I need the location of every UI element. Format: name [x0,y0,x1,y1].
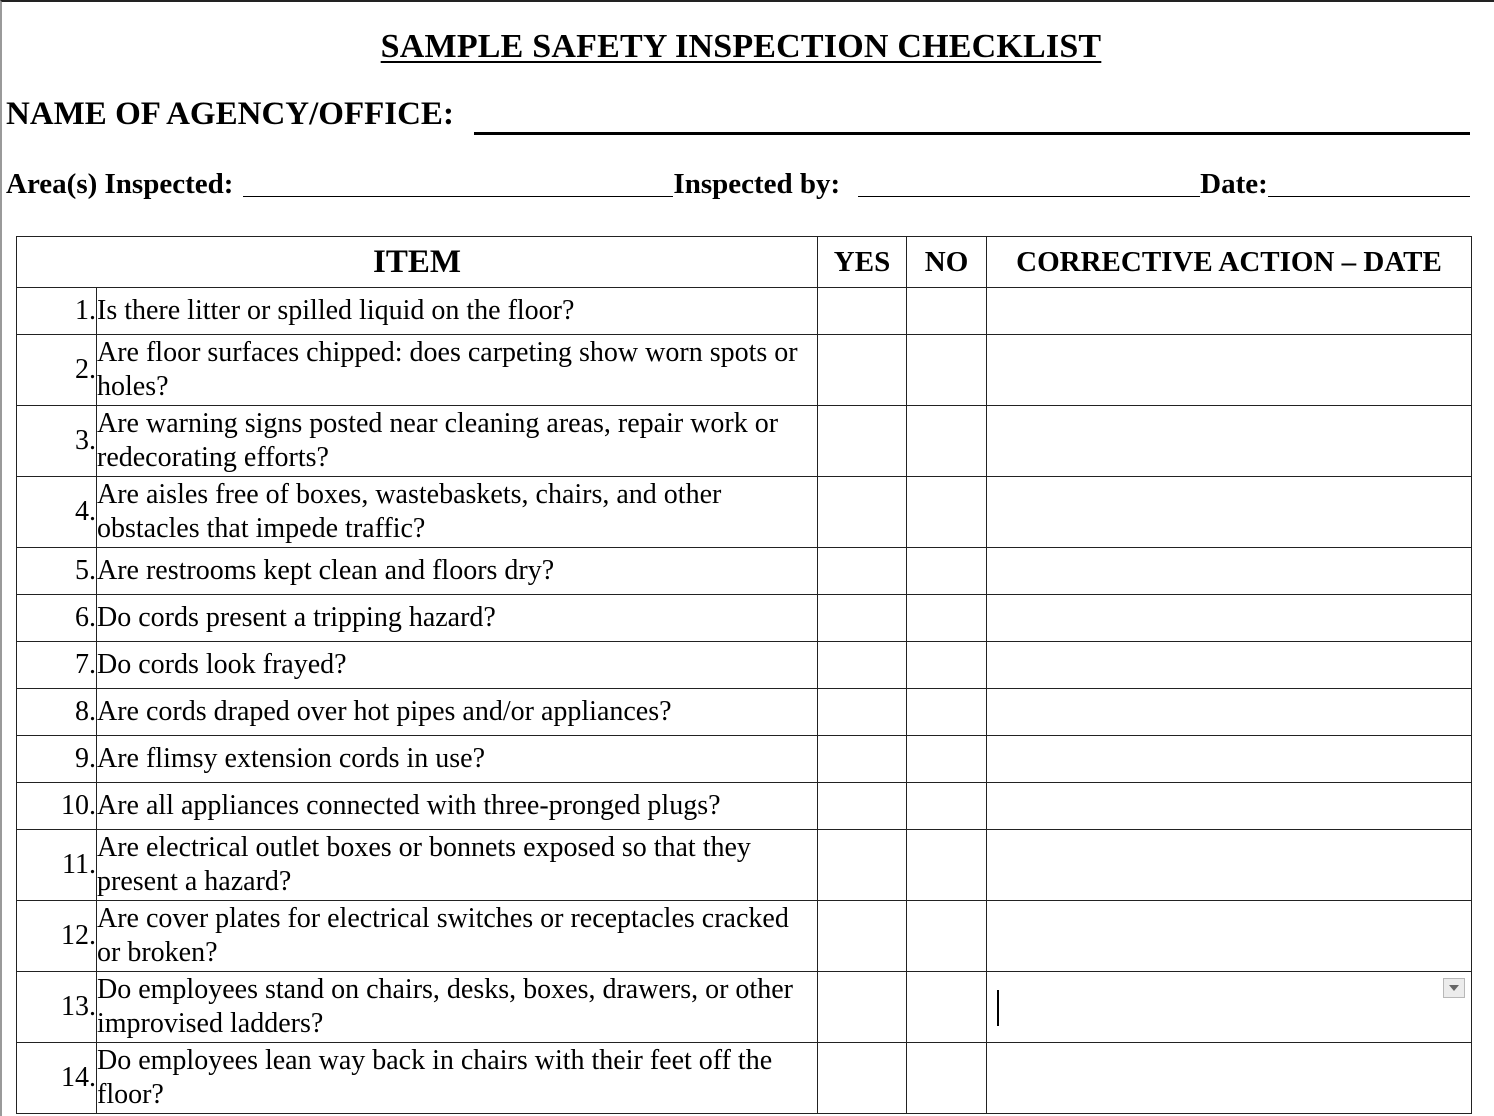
item-number: 12. [17,901,97,972]
yes-cell[interactable] [818,901,907,972]
item-question: Do cords look frayed? [97,642,818,689]
item-question: Are warning signs posted near cleaning areas, repair work or redecorating efforts? [97,406,818,477]
table-row [17,689,1472,736]
corrective-action-cell[interactable] [987,736,1472,783]
yes-cell[interactable] [818,477,907,548]
header-no: NO [907,237,987,288]
item-question: Are cords draped over hot pipes and/or appliances? [97,689,818,736]
item-number: 1. [17,288,97,335]
corrective-action-cell[interactable] [987,477,1472,548]
no-cell[interactable] [907,689,987,736]
corrective-action-cell[interactable] [987,783,1472,830]
corrective-action-cell[interactable] [987,288,1472,335]
item-question: Are aisles free of boxes, wastebaskets, chairs, and other obstacles that impede traffic? [97,477,818,548]
table-row [17,595,1472,642]
item-number: 13. [17,972,97,1043]
table-row [17,288,1472,335]
table-row [17,1043,1472,1114]
no-cell[interactable] [907,972,987,1043]
no-cell[interactable] [907,830,987,901]
item-number: 9. [17,736,97,783]
item-question: Is there litter or spilled liquid on the floor? [97,288,818,335]
page-title: SAMPLE SAFETY INSPECTION CHECKLIST [380,28,1102,65]
table-header-row [17,237,1472,288]
yes-cell[interactable] [818,288,907,335]
yes-cell[interactable] [818,595,907,642]
inspection-meta-row [6,166,1470,201]
item-question: Do employees stand on chairs, desks, boxes, drawers, or other improvised ladders? [97,972,818,1043]
item-number: 4. [17,477,97,548]
item-number: 14. [17,1043,97,1114]
corrective-action-cell[interactable] [987,548,1472,595]
header-item: ITEM [17,237,818,288]
inspected-by-label: Inspected by: [673,168,841,200]
no-cell[interactable] [907,548,987,595]
item-number: 10. [17,783,97,830]
area-input-line[interactable] [243,166,673,197]
item-number: 8. [17,689,97,736]
item-question: Are electrical outlet boxes or bonnets exposed so that they present a hazard? [97,830,818,901]
corrective-action-cell[interactable] [987,335,1472,406]
no-cell[interactable] [907,477,987,548]
table-row [17,901,1472,972]
item-question: Do cords present a tripping hazard? [97,595,818,642]
yes-cell[interactable] [818,783,907,830]
agency-row [6,96,1470,133]
header-corrective-action: CORRECTIVE ACTION – DATE [987,237,1472,288]
yes-cell[interactable] [818,1043,907,1114]
item-question: Are flimsy extension cords in use? [97,736,818,783]
corrective-action-cell[interactable] [987,406,1472,477]
yes-cell[interactable] [818,548,907,595]
item-number: 3. [17,406,97,477]
table-row [17,830,1472,901]
table-row [17,477,1472,548]
no-cell[interactable] [907,1043,987,1114]
date-input-line[interactable] [1268,166,1470,197]
header-yes: YES [818,237,907,288]
item-question: Do employees lean way back in chairs with their feet off the floor? [97,1043,818,1114]
checklist-table [16,236,1472,1114]
no-cell[interactable] [907,736,987,783]
agency-input-line[interactable] [474,98,1470,135]
corrective-action-cell[interactable] [987,830,1472,901]
corrective-action-cell[interactable] [987,689,1472,736]
no-cell[interactable] [907,335,987,406]
corrective-action-cell[interactable] [987,595,1472,642]
inspected-by-input-line[interactable] [858,166,1200,197]
date-label: Date: [1200,168,1268,200]
item-number: 6. [17,595,97,642]
yes-cell[interactable] [818,689,907,736]
item-question: Are floor surfaces chipped: does carpeting show worn spots or holes? [97,335,818,406]
table-row [17,736,1472,783]
yes-cell[interactable] [818,972,907,1043]
no-cell[interactable] [907,595,987,642]
item-number: 7. [17,642,97,689]
yes-cell[interactable] [818,406,907,477]
table-row [17,548,1472,595]
table-row [17,335,1472,406]
yes-cell[interactable] [818,830,907,901]
area-label: Area(s) Inspected: [6,168,234,200]
no-cell[interactable] [907,901,987,972]
item-number: 2. [17,335,97,406]
item-question: Are all appliances connected with three-pronged plugs? [97,783,818,830]
no-cell[interactable] [907,783,987,830]
table-row [17,972,1472,1043]
no-cell[interactable] [907,406,987,477]
no-cell[interactable] [907,642,987,689]
yes-cell[interactable] [818,335,907,406]
corrective-action-cell[interactable] [987,642,1472,689]
no-cell[interactable] [907,288,987,335]
yes-cell[interactable] [818,736,907,783]
text-cursor [997,990,999,1026]
table-row [17,783,1472,830]
item-question: Are restrooms kept clean and floors dry? [97,548,818,595]
yes-cell[interactable] [818,642,907,689]
item-number: 11. [17,830,97,901]
agency-label: NAME OF AGENCY/OFFICE: [6,96,454,132]
table-row [17,642,1472,689]
table-row [17,406,1472,477]
corrective-action-cell[interactable] [987,901,1472,972]
corrective-action-cell[interactable] [987,1043,1472,1114]
corrective-action-cell[interactable] [987,972,1472,1043]
item-number: 5. [17,548,97,595]
dropdown-arrow-icon[interactable] [1443,978,1465,998]
item-question: Are cover plates for electrical switches or receptacles cracked or broken? [97,901,818,972]
